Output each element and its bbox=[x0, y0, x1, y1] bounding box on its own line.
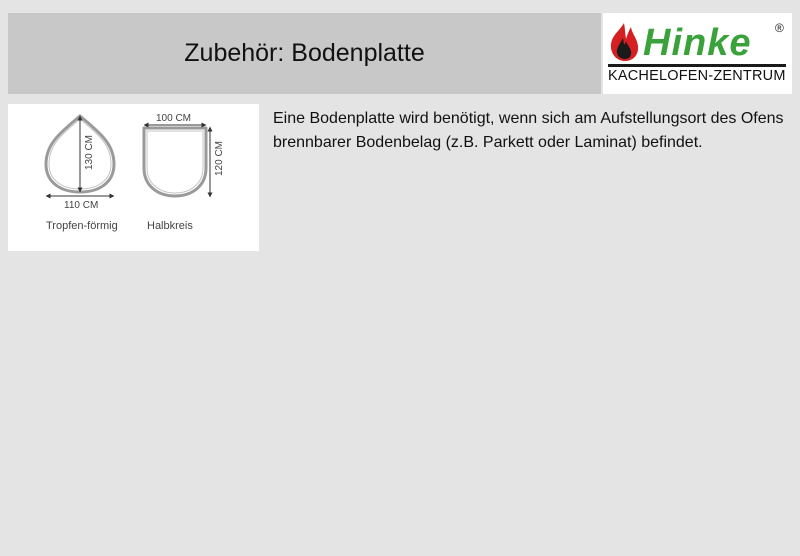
logo-divider bbox=[608, 64, 786, 67]
halfcircle-shape-inner bbox=[147, 131, 203, 193]
halfcircle-caption: Halbkreis bbox=[147, 220, 193, 232]
registered-mark: ® bbox=[775, 21, 784, 35]
brand-subtitle: KACHELOFEN-ZENTRUM bbox=[608, 68, 786, 84]
brand-name: Hinke bbox=[643, 22, 752, 64]
drop-caption: Tropfen-förmig bbox=[46, 220, 118, 232]
title-bar bbox=[8, 13, 601, 94]
flame-icon bbox=[607, 22, 641, 62]
company-logo bbox=[603, 13, 792, 94]
drop-width-label: 110 CM bbox=[64, 200, 99, 211]
description-text: Eine Bodenplatte wird benötigt, wenn sich am Aufstellungsort des Ofens brennbarer Bodenbelag (z.B. Parkett oder Laminat) befindet. bbox=[273, 110, 784, 151]
halfcircle-height-label: 120 CM bbox=[214, 140, 225, 176]
halfcircle-shape-outline bbox=[144, 128, 206, 196]
plate-shapes-illustration bbox=[8, 104, 259, 251]
halfcircle-width-label: 100 CM bbox=[156, 113, 192, 124]
drop-height-label: 130 CM bbox=[84, 134, 95, 170]
page-title: Zubehör: Bodenplatte bbox=[184, 39, 425, 67]
